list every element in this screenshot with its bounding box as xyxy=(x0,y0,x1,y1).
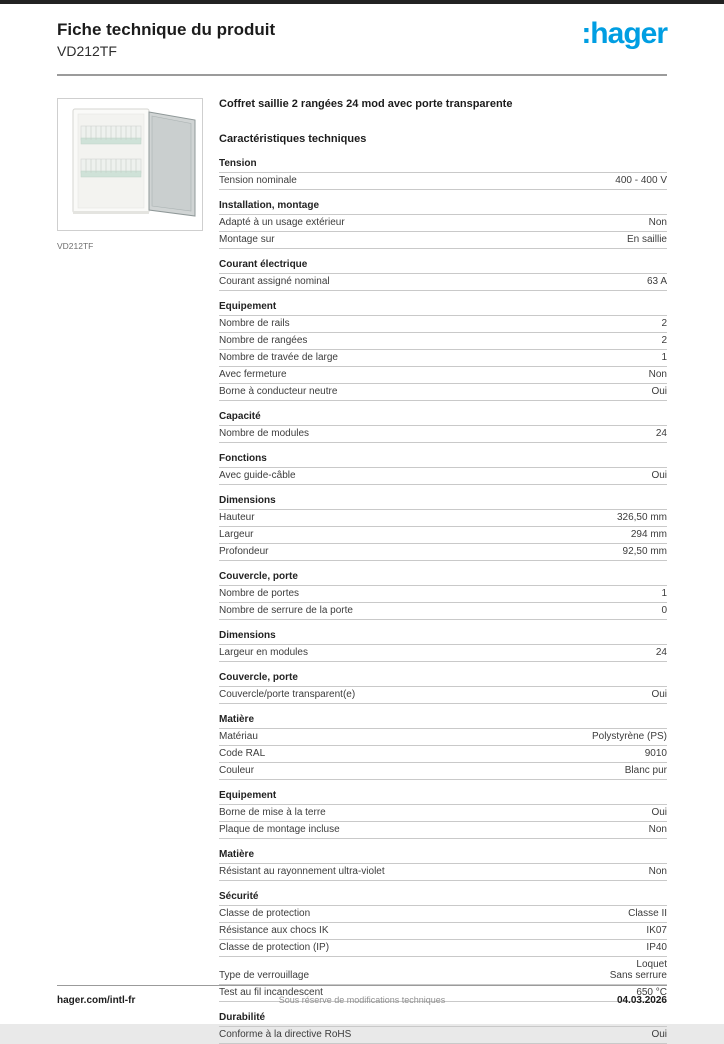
spec-label: Nombre de portes xyxy=(219,588,300,599)
product-image xyxy=(57,98,203,231)
spec-row xyxy=(219,173,667,190)
spec-row xyxy=(219,586,667,603)
spec-label: Nombre de rangées xyxy=(219,335,308,346)
spec-label: Largeur xyxy=(219,529,254,540)
section-heading: Capacité xyxy=(219,409,667,426)
page-title: Fiche technique du produit xyxy=(57,20,276,39)
footer-date: 04.03.2026 xyxy=(616,995,667,1006)
spec-label: Résistance aux chocs IK xyxy=(219,925,329,936)
spec-row xyxy=(219,729,667,746)
spec-row xyxy=(219,232,667,249)
spec-value: 24 xyxy=(655,428,667,439)
spec-label: Type de verrouillage xyxy=(219,970,310,981)
spec-row xyxy=(219,527,667,544)
spec-label: Matériau xyxy=(219,731,258,742)
spec-label: Nombre de travée de large xyxy=(219,352,338,363)
spec-row xyxy=(219,510,667,527)
spec-value: 400 - 400 V xyxy=(615,175,667,186)
spec-value: Oui xyxy=(651,470,667,481)
header-divider xyxy=(57,74,667,76)
section-heading: Dimensions xyxy=(219,493,667,510)
spec-value: 2 xyxy=(661,335,667,346)
spec-value: 0 xyxy=(661,605,667,616)
spec-label: Couleur xyxy=(219,765,255,776)
section-heading: Installation, montage xyxy=(219,198,667,215)
spec-label: Courant assigné nominal xyxy=(219,276,330,287)
spec-value: IP40 xyxy=(646,942,667,953)
spec-label: Classe de protection xyxy=(219,908,311,919)
spec-value: Oui xyxy=(651,386,667,397)
door-graphic xyxy=(149,112,195,216)
spec-value: Non xyxy=(648,217,667,228)
spec-value: Oui xyxy=(651,1029,667,1040)
spec-row xyxy=(219,468,667,485)
spec-row xyxy=(219,274,667,291)
product-reference: VD212TF xyxy=(57,43,117,59)
section-heading: Durabilité xyxy=(219,1010,667,1027)
spec-label: Montage sur xyxy=(219,234,275,245)
spec-value: Non xyxy=(648,824,667,835)
spec-label: Borne à conducteur neutre xyxy=(219,386,338,397)
product-name: Coffret saillie 2 rangées 24 mod avec porte transparente xyxy=(219,98,513,110)
section-heading: Fonctions xyxy=(219,451,667,468)
spec-row xyxy=(219,1027,667,1044)
spec-row xyxy=(219,957,667,985)
footer-disclaimer: Sous réserve de modifications techniques xyxy=(278,995,446,1005)
spec-row xyxy=(219,645,667,662)
spec-label: Adapté à un usage extérieur xyxy=(219,217,345,228)
spec-label: Résistant au rayonnement ultra-violet xyxy=(219,866,385,877)
spec-value: En saillie xyxy=(626,234,667,245)
footer-website: hager.com/intl-fr xyxy=(57,995,136,1006)
spec-row xyxy=(219,805,667,822)
spec-value: 24 xyxy=(655,647,667,658)
spec-label: Avec guide-câble xyxy=(219,470,296,481)
spec-value: 9010 xyxy=(644,748,667,759)
section-heading: Sécurité xyxy=(219,889,667,906)
spec-value: Non xyxy=(648,866,667,877)
spec-label: Tension nominale xyxy=(219,175,297,186)
spec-label: Nombre de rails xyxy=(219,318,290,329)
spec-label: Nombre de modules xyxy=(219,428,310,439)
section-heading: Tension xyxy=(219,156,667,173)
section-heading: Equipement xyxy=(219,788,667,805)
spec-value: Polystyrène (PS) xyxy=(591,731,667,742)
spec-sections xyxy=(219,156,667,1044)
spec-value: 2 xyxy=(661,318,667,329)
spec-row xyxy=(219,906,667,923)
spec-label: Classe de protection (IP) xyxy=(219,942,330,953)
spec-row xyxy=(219,333,667,350)
spec-row xyxy=(219,940,667,957)
spec-label: Hauteur xyxy=(219,512,255,523)
spec-row xyxy=(219,923,667,940)
spec-value: IK07 xyxy=(646,925,667,936)
characteristics-title: Caractéristiques techniques xyxy=(219,133,367,145)
module-row-2 xyxy=(81,159,141,177)
spec-label: Plaque de montage incluse xyxy=(219,824,340,835)
spec-row xyxy=(219,350,667,367)
enclosure-graphic xyxy=(58,99,202,230)
spec-row xyxy=(219,316,667,333)
spec-row xyxy=(219,746,667,763)
spec-value: Classe II xyxy=(628,908,667,919)
product-image-caption: VD212TF xyxy=(57,241,94,251)
section-heading: Couvercle, porte xyxy=(219,670,667,687)
spec-value: 1 xyxy=(661,352,667,363)
hager-logo: :hager xyxy=(581,17,667,50)
spec-value: 650 °C xyxy=(636,987,667,998)
spec-value: Oui xyxy=(651,807,667,818)
spec-value: 294 mm xyxy=(630,529,667,540)
spec-label: Largeur en modules xyxy=(219,647,308,658)
spec-value: 326,50 mm xyxy=(616,512,667,523)
spec-label: Code RAL xyxy=(219,748,266,759)
spec-value: 63 A xyxy=(646,276,667,287)
spec-row xyxy=(219,603,667,620)
section-heading: Matière xyxy=(219,712,667,729)
spec-value: 92,50 mm xyxy=(622,546,667,557)
main-content xyxy=(57,98,667,1044)
module-row-1 xyxy=(81,126,141,144)
spec-row xyxy=(219,864,667,881)
header xyxy=(57,4,667,60)
spec-row xyxy=(219,687,667,704)
spec-label: Couvercle/porte transparent(e) xyxy=(219,689,356,700)
spec-row xyxy=(219,544,667,561)
spec-label: Conforme à la directive RoHS xyxy=(219,1029,352,1040)
spec-label: Borne de mise à la terre xyxy=(219,807,326,818)
section-heading: Dimensions xyxy=(219,628,667,645)
spec-row xyxy=(219,426,667,443)
spec-label: Profondeur xyxy=(219,546,269,557)
spec-label: Avec fermeture xyxy=(219,369,287,380)
spec-value: Oui xyxy=(651,689,667,700)
spec-label: Test au fil incandescent xyxy=(219,987,323,998)
spec-row xyxy=(219,215,667,232)
spec-value: 1 xyxy=(661,588,667,599)
spec-label: Nombre de serrure de la porte xyxy=(219,605,353,616)
section-heading: Equipement xyxy=(219,299,667,316)
spec-row xyxy=(219,384,667,401)
spec-row xyxy=(219,763,667,780)
spec-value: Non xyxy=(648,369,667,380)
spec-column xyxy=(219,98,667,1044)
section-heading: Couvercle, porte xyxy=(219,569,667,586)
spec-value: Blanc pur xyxy=(624,765,667,776)
section-heading: Matière xyxy=(219,847,667,864)
spec-row xyxy=(219,822,667,839)
spec-row xyxy=(219,367,667,384)
product-image-column xyxy=(57,98,203,1044)
footer xyxy=(57,985,667,1006)
spec-value: Loquet Sans serrure xyxy=(609,959,667,981)
section-heading: Courant électrique xyxy=(219,257,667,274)
